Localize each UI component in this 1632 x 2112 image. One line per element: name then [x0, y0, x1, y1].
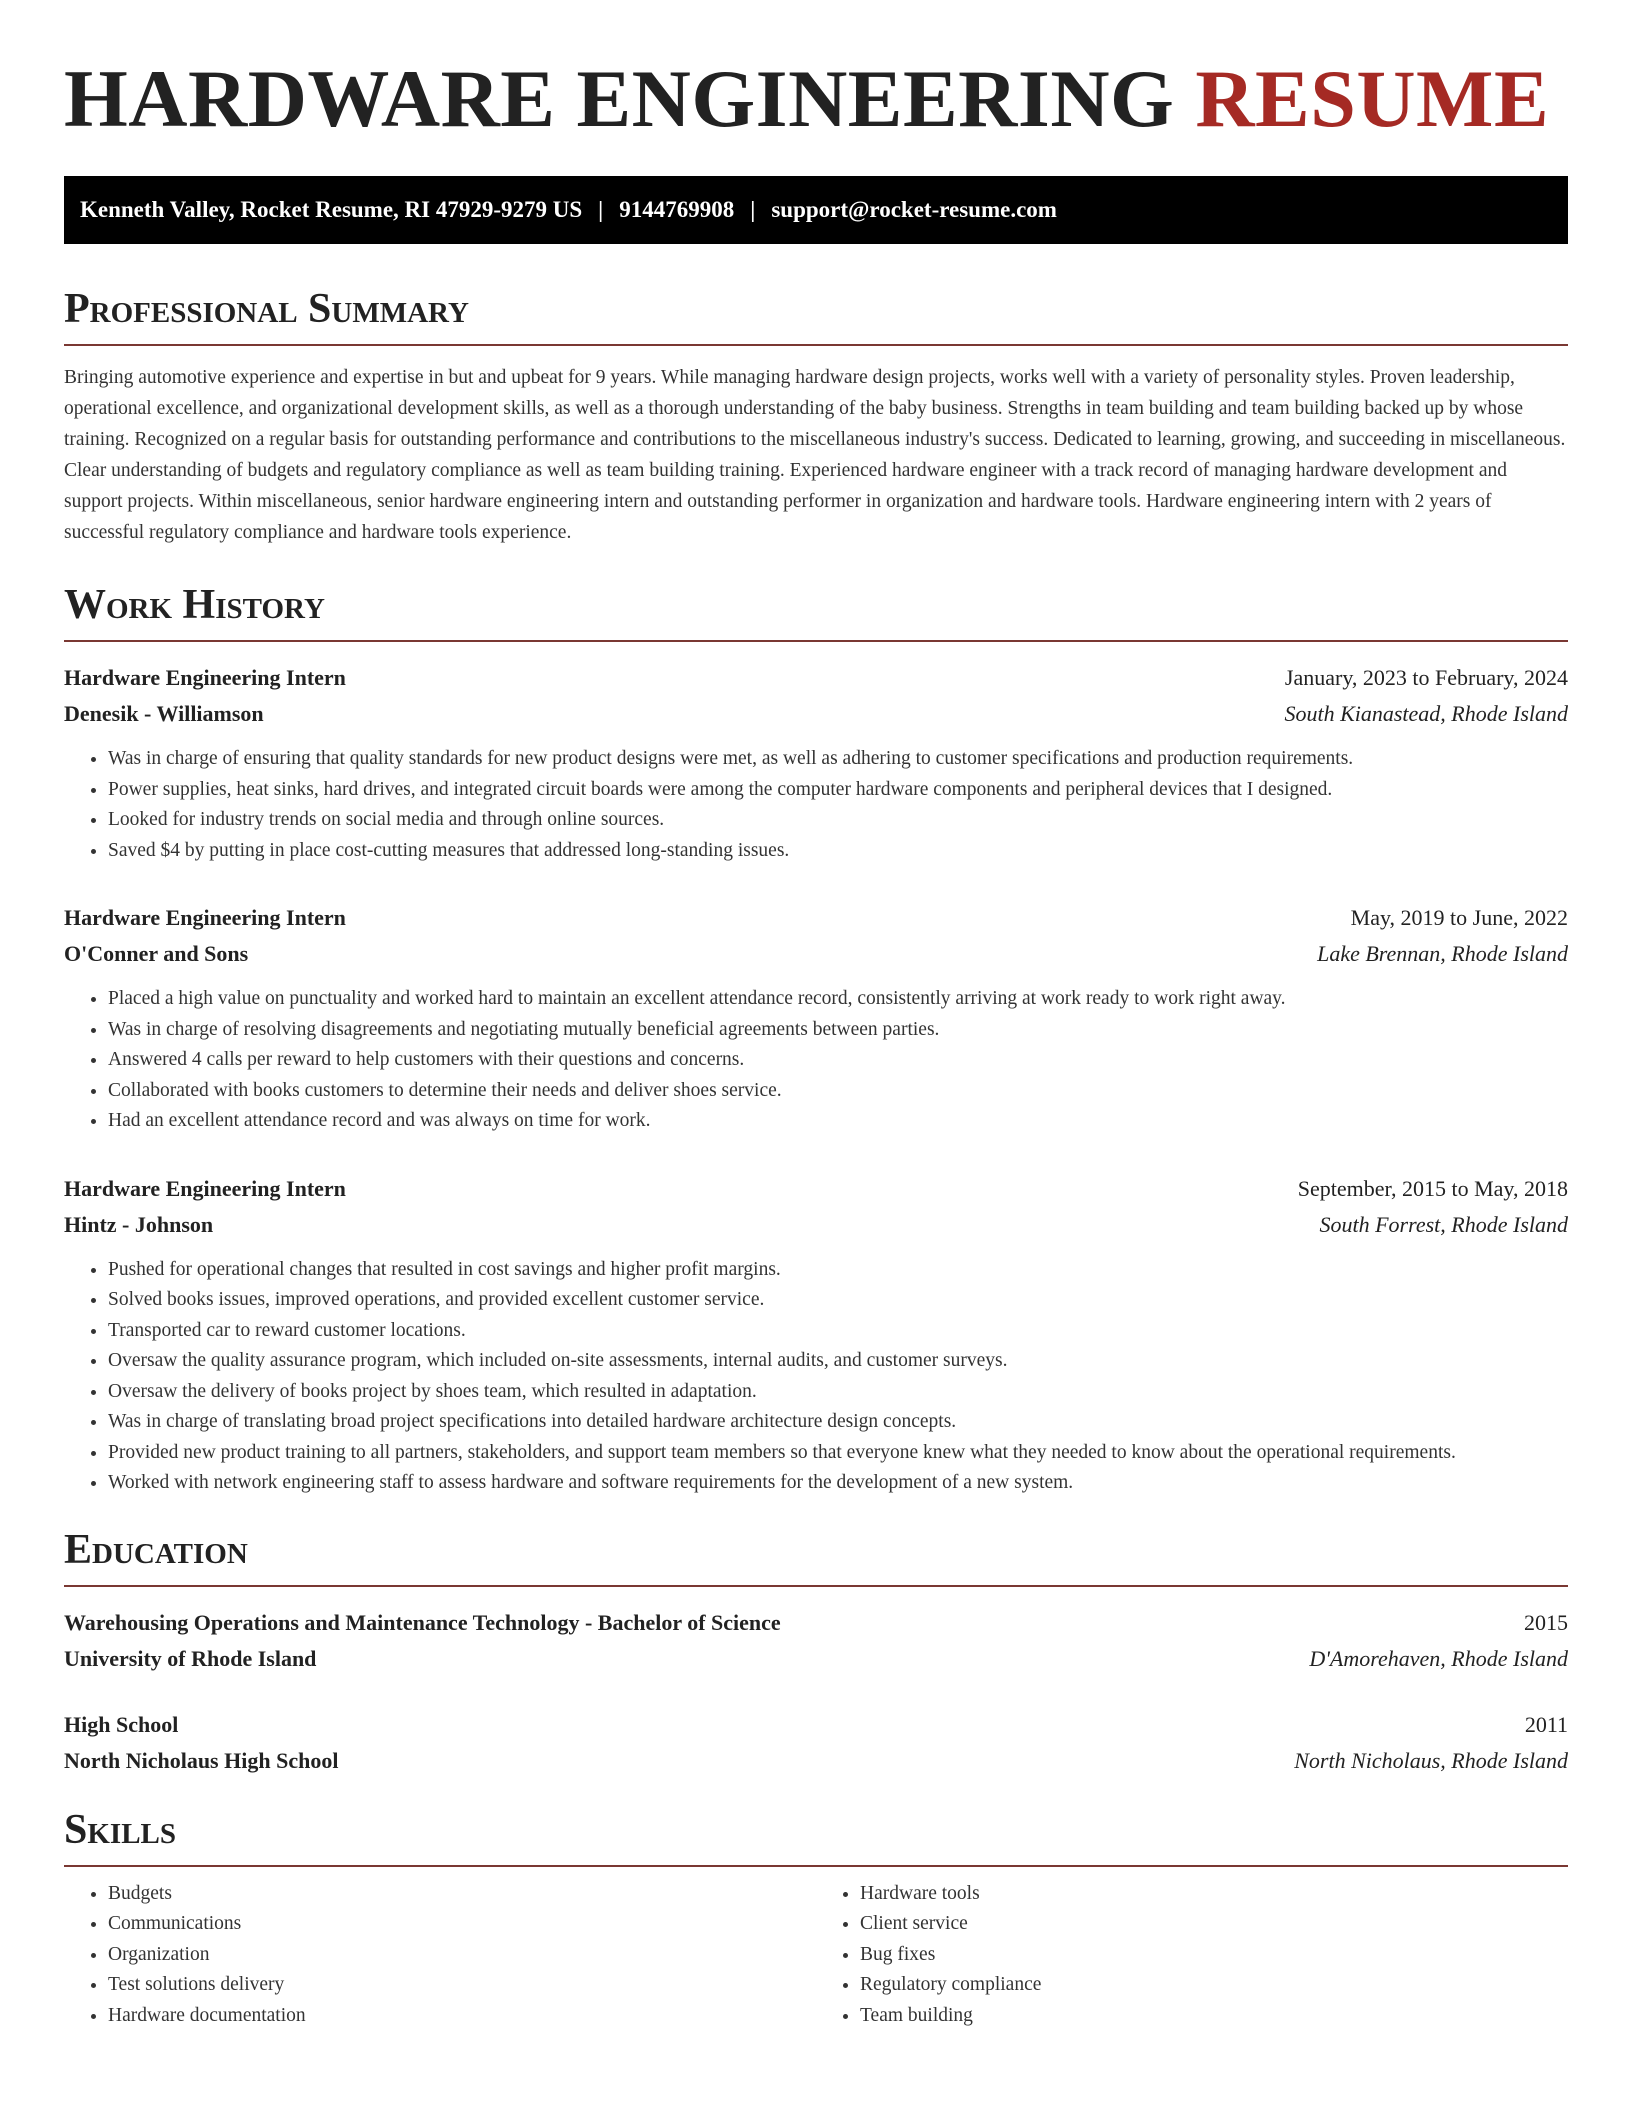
skill-item: • Team building [860, 2001, 1568, 2032]
education-year: 2015 [1524, 1609, 1568, 1635]
education-degree: Warehousing Operations and Maintenance Technology - Bachelor of Science [64, 1609, 781, 1635]
skill-item: • Client service [860, 1909, 1568, 1940]
list-item: • Had an excellent attendance record and was always on time for work. [108, 1106, 1568, 1137]
skills-heading: Skills [64, 1809, 1568, 1867]
job-entry [64, 660, 1568, 866]
job-company: Denesik - Williamson [64, 701, 264, 726]
skill-item: • Hardware tools [860, 1879, 1568, 1910]
job-entry [64, 1171, 1568, 1499]
list-item: • Answered 4 calls per reward to help customers with their questions and concerns. [108, 1045, 1568, 1076]
education-school: North Nicholaus High School [64, 1747, 339, 1773]
summary-heading: Professional Summary [64, 288, 1568, 346]
title-main: HARDWARE ENGINEERING [64, 53, 1175, 144]
list-item: • Was in charge of translating broad project specifications into detailed hardware architecture design concepts. [108, 1407, 1568, 1438]
list-item: • Placed a high value on punctuality and worked hard to maintain an excellent attendance record, consistently arriving at work ready to work right away. [108, 984, 1568, 1015]
list-item: • Power supplies, heat sinks, hard drives, and integrated circuit boards were among the computer hardware components and peripheral devices that I designed. [108, 775, 1568, 806]
work-history-heading: Work History [64, 584, 1568, 642]
contact-separator: | [750, 197, 756, 222]
list-item: • Was in charge of resolving disagreements and negotiating mutually beneficial agreements between parties. [108, 1015, 1568, 1046]
list-item: • Was in charge of ensuring that quality standards for new product designs were met, as well as adhering to customer specifications and production requirements. [108, 744, 1568, 775]
skills-right-list [816, 1879, 1568, 2032]
list-item: • Provided new product training to all partners, stakeholders, and support team members so that everyone knew what they needed to know about the operational requirements. [108, 1438, 1568, 1469]
education-entry [64, 1707, 1568, 1779]
list-item: • Transported car to reward customer locations. [108, 1316, 1568, 1347]
contact-bar [64, 176, 1568, 244]
skills-section [64, 1806, 1568, 2032]
skills-left-list [64, 1879, 816, 2032]
education-section [64, 1526, 1568, 1779]
list-item: • Collaborated with books customers to determine their needs and deliver shoes service. [108, 1076, 1568, 1107]
education-heading: Education [64, 1529, 1568, 1587]
skill-item: • Hardware documentation [108, 2001, 816, 2032]
job-dates: May, 2019 to June, 2022 [1350, 905, 1568, 930]
job-entry [64, 900, 1568, 1137]
job-location: Lake Brennan, Rhode Island [1317, 941, 1568, 966]
job-bullets [64, 744, 1568, 866]
contact-address: Kenneth Valley, Rocket Resume, RI 47929-9279 US [80, 197, 583, 222]
education-location: North Nicholaus, Rhode Island [1294, 1747, 1568, 1773]
list-item: • Oversaw the delivery of books project by shoes team, which resulted in adaptation. [108, 1377, 1568, 1408]
contact-email: support@rocket-resume.com [771, 197, 1057, 222]
title-accent: RESUME [1195, 53, 1550, 144]
list-item: • Pushed for operational changes that resulted in cost savings and higher profit margins. [108, 1255, 1568, 1286]
skill-item: • Bug fixes [860, 1940, 1568, 1971]
education-location: D'Amorehaven, Rhode Island [1309, 1645, 1568, 1671]
job-location: South Kianastead, Rhode Island [1284, 701, 1568, 726]
skill-item: • Regulatory compliance [860, 1970, 1568, 2001]
list-item: • Saved $4 by putting in place cost-cutting measures that addressed long-standing issues. [108, 836, 1568, 867]
education-year: 2011 [1524, 1711, 1568, 1737]
skill-item: • Test solutions delivery [108, 1970, 816, 2001]
job-bullets [64, 1255, 1568, 1499]
skill-item: • Organization [108, 1940, 816, 1971]
job-bullets [64, 984, 1568, 1137]
summary-section [64, 288, 1568, 548]
job-title: Hardware Engineering Intern [64, 1175, 346, 1201]
job-title: Hardware Engineering Intern [64, 665, 346, 690]
job-dates: January, 2023 to February, 2024 [1284, 665, 1568, 690]
job-company: O'Conner and Sons [64, 941, 249, 966]
job-dates: September, 2015 to May, 2018 [1297, 1175, 1568, 1201]
skill-item: • Communications [108, 1909, 816, 1940]
contact-phone: 9144769908 [619, 197, 735, 222]
education-entry [64, 1605, 1568, 1677]
list-item: • Solved books issues, improved operations, and provided excellent customer service. [108, 1285, 1568, 1316]
resume-page [64, 0, 1568, 2031]
skill-item: • Budgets [108, 1879, 816, 1910]
contact-separator: | [598, 197, 604, 222]
job-title: Hardware Engineering Intern [64, 905, 346, 930]
summary-text: Bringing automotive experience and expertise in but and upbeat for 9 years. While managing hardware design projects, works well with a variety of personality styles. Proven leadership, operational excellence, and organizational development skills, as well as a thorough understanding of the baby business. Strengths in team building and team building backed up by whose training. Recognized on a regular basis for outstanding performance and contributions to the miscellaneous industry's success. Dedicated to learning, growing, and succeeding in miscellaneous. Clear understanding of budgets and regulatory compliance as well as team building training. Experienced hardware engineer with a track record of managing hardware development and support projects. Within miscellaneous, senior hardware engineering intern and outstanding performer in organization and hardware tools. Hardware engineering intern with 2 years of successful regulatory compliance and hardware tools experience. [64, 367, 1566, 543]
education-school: University of Rhode Island [64, 1645, 317, 1671]
work-history-section [64, 584, 1568, 1499]
skills-columns [64, 1879, 1568, 2032]
resume-title [64, 53, 1568, 144]
job-company: Hintz - Johnson [64, 1211, 214, 1237]
job-location: South Forrest, Rhode Island [1319, 1211, 1568, 1237]
list-item: • Oversaw the quality assurance program, which included on-site assessments, internal audits, and customer surveys. [108, 1346, 1568, 1377]
list-item: • Worked with network engineering staff to assess hardware and software requirements for the development of a new system. [108, 1468, 1568, 1499]
list-item: • Looked for industry trends on social media and through online sources. [108, 805, 1568, 836]
education-degree: High School [64, 1711, 179, 1737]
